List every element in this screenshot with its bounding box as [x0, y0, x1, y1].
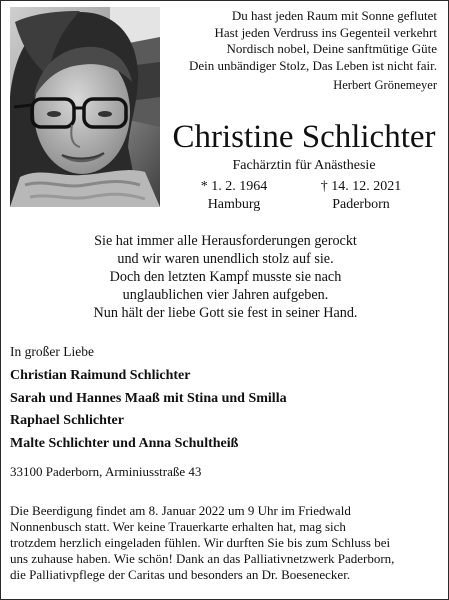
poem-line: Hast jeden Verdruss ins Gegenteil verkehrt [214, 24, 437, 40]
verse-line: unglaublichen vier Jahren aufgeben. [122, 287, 329, 303]
death-place: Paderborn [332, 197, 390, 212]
portrait-photo [10, 7, 160, 207]
deceased-name: Christine Schlichter [172, 119, 436, 155]
mourner-name: Sarah und Hannes Maaß mit Stina und Smilla [10, 390, 287, 406]
mourner-name: Christian Raimund Schlichter [10, 368, 191, 383]
mourner-name: Malte Schlichter und Anna Schultheiß [10, 435, 239, 451]
funeral-line: die Palliativpflege der Caritas und besonders an Dr. Boesenecker. [10, 567, 351, 582]
memorial-verse [1, 232, 449, 322]
poem-line: Du hast jeden Raum mit Sonne geflutet [231, 8, 437, 23]
verse-line: Doch den letzten Kampf musste sie nach [109, 269, 342, 285]
verse-line: und wir waren unendlich stolz auf sie. [117, 251, 334, 267]
verse-line: Nun hält der liebe Gott sie fest in seiner Hand. [93, 305, 358, 321]
death-info [296, 178, 426, 214]
verse-line: Sie hat immer alle Herausforderungen gerockt [94, 233, 357, 249]
death-date: † 14. 12. 2021 [320, 179, 402, 194]
poem-line: Dein unbändiger Stolz, Das Leben ist nicht fair. [188, 57, 437, 73]
birth-place: Hamburg [207, 197, 261, 212]
funeral-line: Die Beerdigung findet am 8. Januar 2022 um 9 Uhr im Friedwald [10, 503, 351, 518]
deceased-profession: Fachärztin für Anästhesie [232, 158, 376, 173]
funeral-line: uns zuhause haben. Wie schön! Dank an das Palliativnetzwerk Paderborn, [10, 551, 395, 566]
funeral-line: Nonnenbusch statt. Wer keine Trauerkarte erhalten hat, mag sich [10, 519, 346, 534]
poem [157, 8, 437, 94]
birth-date: * 1. 2. 1964 [200, 179, 268, 194]
mourners-list [10, 365, 287, 455]
mourners-intro: In großer Liebe [10, 344, 94, 359]
mourner-name: Raphael Schlichter [10, 413, 124, 428]
poem-author: Herbert Grönemeyer [333, 78, 437, 92]
family-address: 33100 Paderborn, Arminiusstraße 43 [10, 464, 202, 479]
funeral-line: trotzdem herzlich eingeladen fühlen. Wir durften Sie bis zum Schluss bei [10, 535, 391, 550]
birth-info [169, 178, 299, 214]
funeral-notice [10, 503, 442, 583]
poem-line: Nordisch nobel, Deine sanftmütige Güte [226, 41, 437, 56]
